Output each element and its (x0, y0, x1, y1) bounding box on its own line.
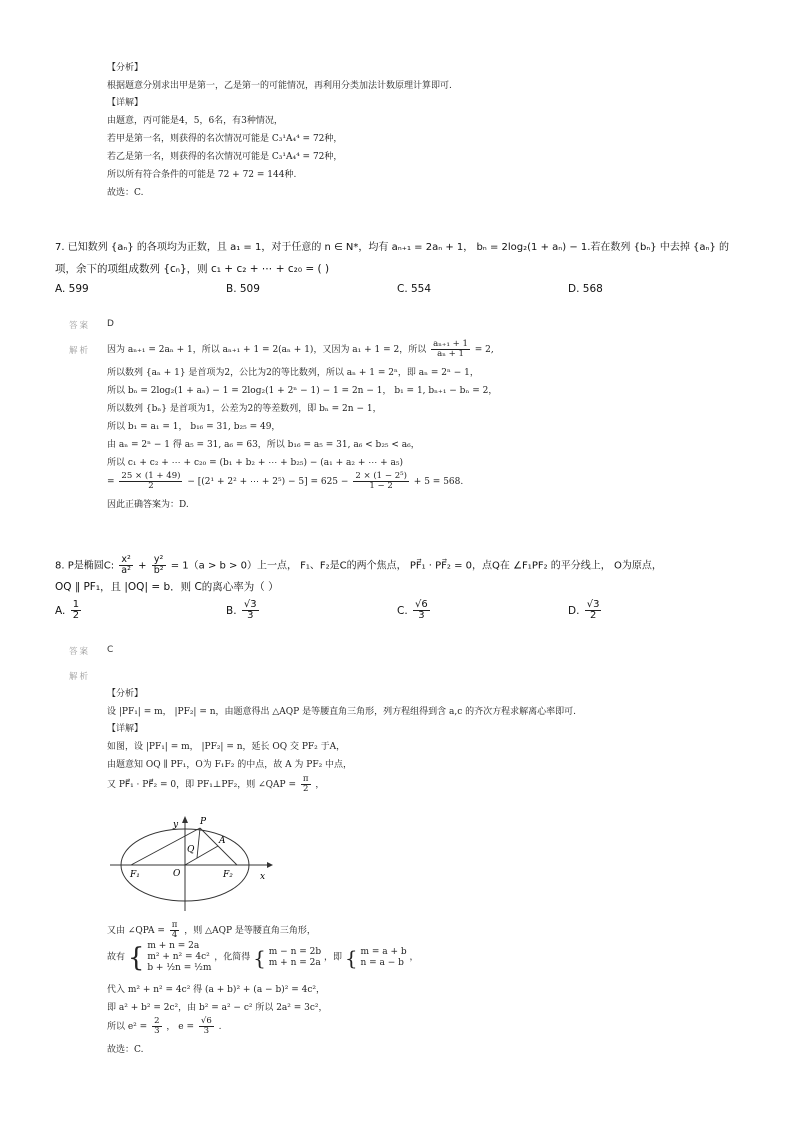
fraction-denominator: 2 (72, 610, 80, 622)
label-q: Q (187, 845, 195, 855)
fraction-denominator: 3 (154, 1025, 160, 1036)
fraction-denominator: 2 (302, 783, 309, 794)
solution-text: + 5 = 568. (413, 476, 464, 487)
solution-line: 由题意知 OQ ∥ PF₁，O为 F₁F₂ 的中点，故 A 为 PF₂ 中点， (107, 760, 353, 770)
equation-system (147, 941, 211, 974)
explanation-tag: 解析 (69, 346, 91, 356)
fraction-numerator: √6 (200, 1016, 212, 1026)
solution-text: . (218, 1021, 222, 1032)
fraction-denominator: 1 − 2 (369, 480, 393, 491)
fraction-denominator: 3 (203, 1025, 210, 1036)
question-7-stem: 7. 已知数列 {aₙ} 的各项均为正数，且 a₁ = 1，对于任意的 n ∈ N*，均有 aₙ₊₁ = 2aₙ + 1， bₙ = 2log₂(1 + aₙ) − 1.若在数列 {bₙ} 中去掉 {aₙ} 的 (55, 242, 730, 253)
solution-text: ，即 (323, 952, 342, 963)
segment-pf2 (200, 828, 237, 865)
label-p: P (200, 817, 207, 827)
option-c (397, 600, 432, 622)
answer-line: 故选：C. (107, 1045, 144, 1055)
answer-tag: 答案 (69, 321, 91, 331)
fraction (353, 472, 409, 491)
left-brace-icon: { (127, 942, 145, 973)
solution-line: 因此正确答案为：D. (107, 500, 189, 510)
solution-text: − [(2¹ + 2² + ⋯ + 2⁵) − 5] = 625 − (187, 476, 349, 487)
fraction-numerator: 2 × (1 − 2⁵) (355, 471, 407, 481)
analysis-label: 【分析】 (107, 63, 144, 73)
fraction-numerator: 1 (72, 599, 80, 610)
analysis-text: 根据题意分别求出甲是第一，乙是第一的可能情况，再利用分类加法计数原理计算即可. (107, 81, 452, 91)
solution-text: ， (409, 952, 419, 963)
fraction-denominator: b² (153, 564, 164, 576)
option-letter: D. (568, 604, 580, 617)
stem-text: + (138, 560, 147, 572)
solution-line (107, 775, 324, 794)
option-letter: A. (55, 604, 66, 617)
fraction (585, 600, 602, 622)
equation: m² + n² = 4c² (147, 952, 210, 962)
equation: b + ½n = ½m (147, 963, 212, 973)
option-letter: C. (397, 604, 408, 617)
fraction-numerator: π (302, 774, 309, 784)
solution-line: 所以 c₁ + c₂ + ⋯ + c₂₀ = (b₁ + b₂ + ⋯ + b₂₅) − (a₁ + a₂ + ⋯ + a₅) (107, 458, 403, 468)
question-8-stem (55, 555, 662, 576)
answer-value: C (107, 645, 114, 655)
equation: m = a + b (360, 946, 407, 957)
fraction-numerator: √3 (243, 599, 257, 610)
fraction-denominator: aₙ + 1 (437, 348, 464, 359)
equation-system-line (107, 941, 419, 974)
fraction (119, 472, 182, 491)
solution-text: 故有 (107, 952, 126, 963)
fraction-numerator: √3 (586, 599, 600, 610)
fraction (301, 775, 311, 794)
ellipse-figure (105, 815, 275, 915)
label-f2: F₂ (223, 870, 233, 880)
solution-line: 所以 b₁ = a₁ = 1， b₁₆ = 31, b₂₅ = 49， (107, 422, 281, 432)
option-letter: B. (226, 604, 237, 617)
option-c: C. 554 (397, 283, 432, 295)
fraction-denominator: 2 (148, 480, 154, 491)
fraction (119, 555, 133, 576)
solution-line: 即 a² + b² = 2c²，由 b² = a² − c² 所以 2a² = 3c²， (107, 1003, 328, 1013)
fraction-numerator: 2 (154, 1016, 160, 1026)
answer-value: D (107, 319, 114, 329)
fraction-numerator: x² (119, 555, 133, 566)
option-b (226, 600, 261, 622)
option-b: B. 509 (226, 283, 260, 295)
fraction-numerator: 25 × (1 + 49) (121, 471, 181, 481)
solution-text: ， (315, 779, 325, 790)
label-x: x (260, 872, 266, 882)
fraction-denominator: 2 (589, 610, 597, 622)
fraction-denominator: a² (121, 564, 131, 576)
explanation-tag: 解析 (69, 672, 91, 682)
left-brace-icon: { (344, 945, 358, 970)
x-axis-arrow-icon (267, 862, 273, 868)
stem-text: 8. P是椭圆C: (55, 560, 115, 572)
solution-text: = (107, 476, 115, 487)
fraction-numerator: y² (152, 555, 166, 566)
solution-line (107, 921, 316, 940)
solution-line (107, 472, 463, 491)
question-7-stem-cont: 项，余下的项组成数列 {cₙ}，则 c₁ + c₂ + ⋯ + c₂₀ = ( ) (55, 263, 330, 275)
solution-line: 所以 bₙ = 2log₂(1 + aₙ) − 1 = 2log₂(1 + 2ⁿ − 1) − 1 = 2n − 1， b₁ = 1, bₙ₊₁ − bₙ = 2， (107, 386, 498, 396)
equation: m + n = 2a (147, 941, 200, 951)
answer-line: 故选：C. (107, 188, 144, 198)
fraction (199, 1017, 214, 1036)
solution-line: 若乙是第一名，则获得的名次情况可能是 C₃¹A₄⁴ = 72种， (107, 152, 343, 162)
fraction (242, 600, 259, 622)
answer-tag: 答案 (69, 647, 91, 657)
equation-system (360, 947, 406, 969)
fraction (413, 600, 430, 622)
equation-system (269, 947, 321, 969)
analysis-text: 设 |PF₁| = m， |PF₂| = n，由题意得出 △AQP 是等腰直角三角形，列方程组得到含 a,c 的齐次方程求解离心率即可. (107, 707, 576, 717)
solution-text: 又由 ∠QPA = (107, 925, 165, 936)
solution-line: 所以数列 {aₙ + 1} 是首项为2，公比为2的等比数列，所以 aₙ + 1 = 2ⁿ，即 aₙ = 2ⁿ − 1， (107, 368, 479, 378)
solution-line: 如图，设 |PF₁| = m， |PF₂| = n，延长 OQ 交 PF₂ 于A， (107, 742, 346, 752)
solution-line (107, 1017, 222, 1036)
solution-line (107, 340, 494, 359)
y-axis-arrow-icon (182, 816, 188, 823)
solution-text: ，则 △AQP 是等腰直角三角形， (184, 925, 316, 936)
fraction-denominator: 4 (171, 929, 178, 940)
fraction (170, 921, 180, 940)
fraction (152, 1017, 161, 1036)
equation: m + n = 2a (268, 957, 321, 968)
fraction-numerator: π (171, 920, 178, 930)
stem-text: = 1（a > b > 0）上一点， F₁、F₂是C的两个焦点， PF⃗₁ · PF⃗₂ = 0，点Q在 ∠F₁PF₂ 的平分线上， O为原点， (170, 560, 662, 572)
label-o: O (173, 869, 181, 879)
option-d: D. 568 (568, 283, 603, 295)
detail-label: 【详解】 (107, 724, 144, 734)
solution-text: 又 PF⃗₁ · PF⃗₂ = 0，即 PF₁⊥PF₂，则 ∠QAP = (107, 779, 296, 790)
solution-line: 代入 m² + n² = 4c² 得 (a + b)² + (a − b)² = 4c²， (107, 985, 325, 995)
solution-line: 由 aₙ = 2ⁿ − 1 得 a₅ = 31, a₆ = 63，所以 b₁₆ = a₅ = 31, a₆ < b₂₅ < a₆， (107, 440, 420, 450)
label-y: y (173, 820, 179, 830)
fraction (71, 600, 81, 622)
fraction-numerator: √6 (415, 599, 428, 610)
solution-text: 因为 aₙ₊₁ = 2aₙ + 1，所以 aₙ₊₁ + 1 = 2(aₙ + 1)，又因为 a₁ + 1 = 2，所以 (107, 344, 427, 355)
label-a: A (219, 836, 226, 846)
equation: n = a − b (360, 957, 404, 968)
option-a (55, 600, 83, 622)
fraction-denominator: 3 (418, 610, 425, 622)
left-brace-icon: { (253, 945, 266, 970)
solution-text: 所以 e² = (107, 1021, 148, 1032)
equation: m − n = 2b (268, 946, 322, 957)
solution-line: 由题意，丙可能是4，5，6名，有3种情况， (107, 116, 283, 126)
fraction (152, 555, 166, 576)
label-f1: F₁ (130, 870, 140, 880)
detail-label: 【详解】 (107, 98, 144, 108)
solution-line: 所以所有符合条件的可能是 72 + 72 = 144种. (107, 170, 297, 180)
solution-line: 所以数列 {bₙ} 是首项为1，公差为2的等差数列，即 bₙ = 2n − 1， (107, 404, 382, 414)
fraction-numerator: aₙ₊₁ + 1 (433, 339, 468, 349)
solution-text: = 2, (474, 344, 494, 355)
solution-line: 若甲是第一名，则获得的名次情况可能是 C₃¹A₄⁴ = 72种， (107, 134, 343, 144)
fraction (431, 340, 470, 359)
option-a: A. 599 (55, 283, 89, 295)
question-8-stem-cont: OQ ∥ PF₁，且 |OQ| = b．则 C的离心率为（ ） (55, 581, 279, 593)
solution-text: ，化简得 (214, 952, 251, 963)
fraction-denominator: 3 (247, 610, 254, 622)
solution-text: ， e = (166, 1021, 194, 1032)
analysis-label: 【分析】 (107, 689, 144, 699)
segment-pq (197, 828, 200, 858)
option-d (568, 600, 603, 622)
